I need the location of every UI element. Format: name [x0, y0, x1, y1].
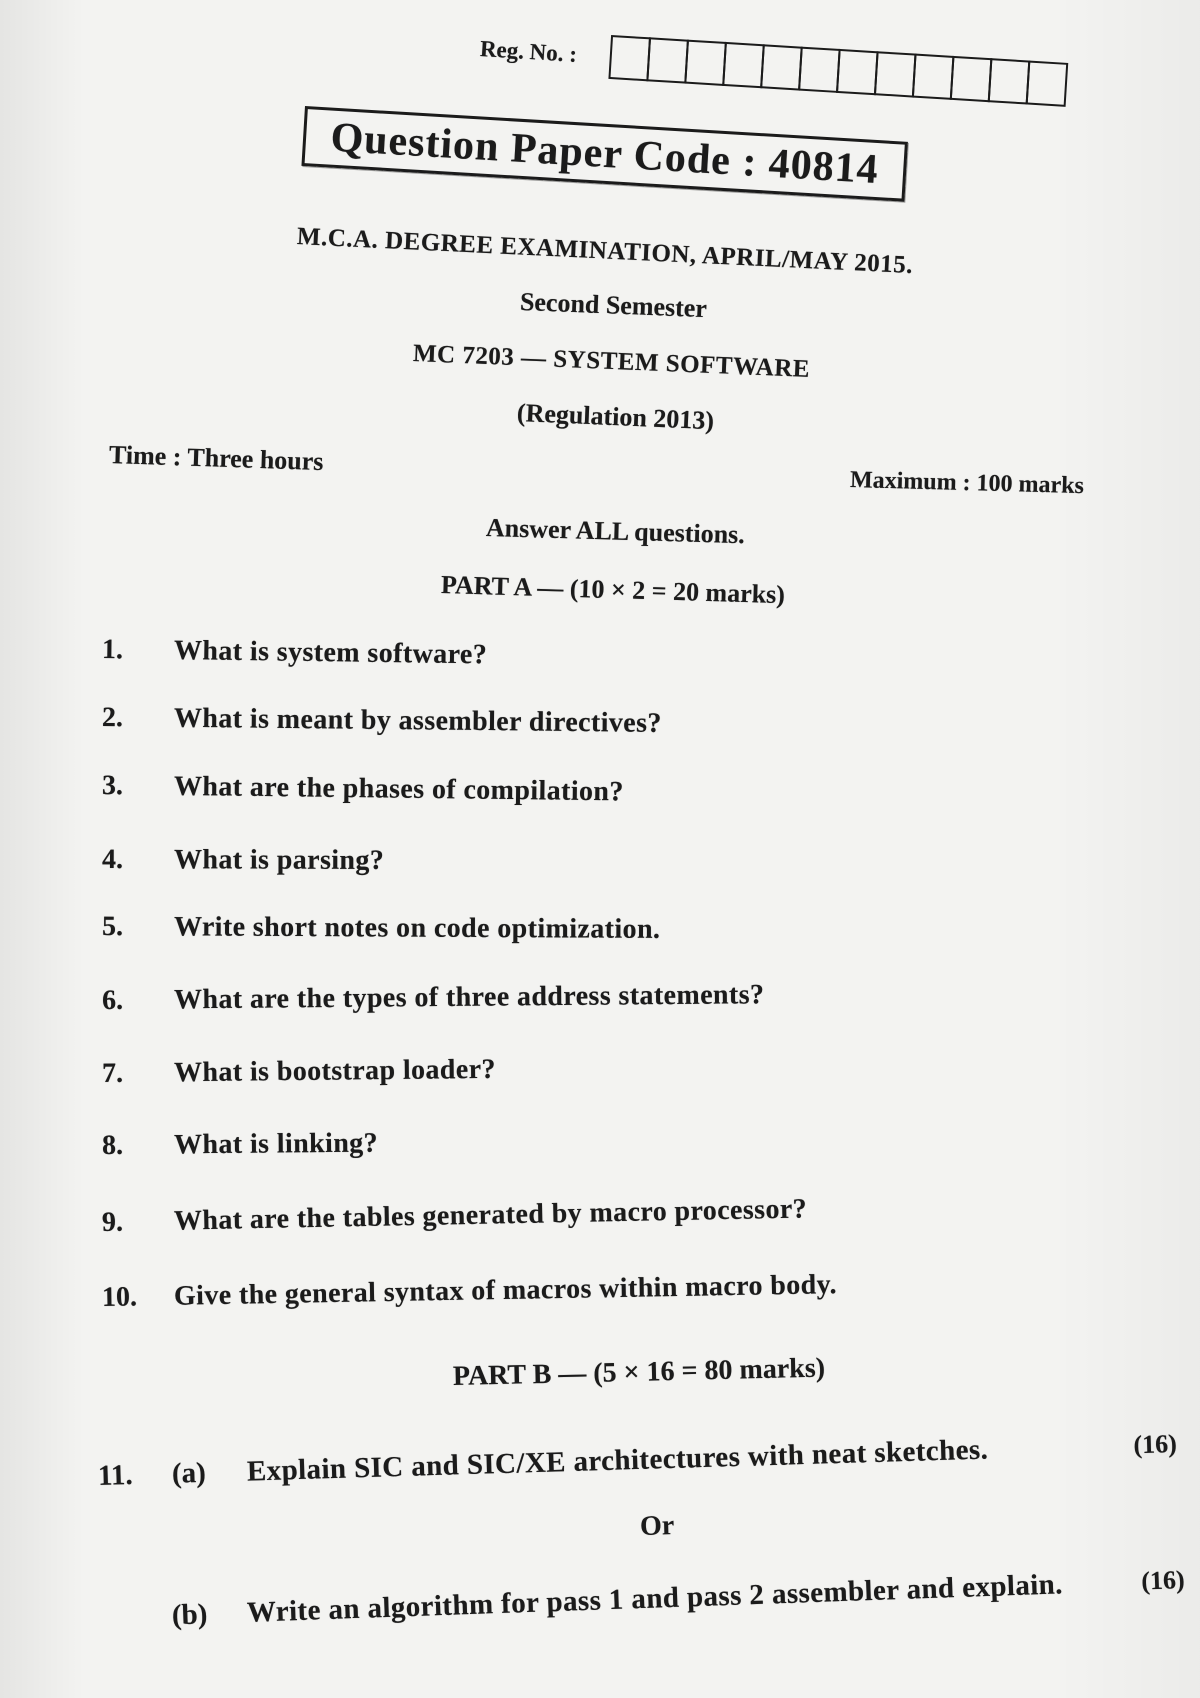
question-11a-row: [97, 1423, 1193, 1497]
reg-no-label: Reg. No. :: [479, 36, 578, 67]
question-row: [102, 907, 1002, 952]
reg-no-cell: [912, 54, 955, 100]
question-11b-row: [97, 1559, 1193, 1639]
question-row: [102, 973, 1002, 1021]
marks: (16): [1133, 1428, 1178, 1460]
reg-no-cell: [874, 51, 917, 97]
reg-no-cell: [684, 40, 727, 86]
reg-no-cell: [646, 37, 689, 83]
question-text: What are the phases of compilation?: [173, 770, 624, 808]
question-row: [102, 766, 1002, 817]
or-separator: Or: [639, 1510, 675, 1542]
question-text: What is bootstrap loader?: [173, 1053, 497, 1089]
reg-no-cell: [836, 49, 879, 95]
question-text: Give the general syntax of macros within macro body.: [173, 1269, 838, 1312]
question-number: 2.: [101, 702, 124, 734]
question-row: [102, 698, 1002, 747]
question-text: What is parsing?: [173, 844, 385, 876]
semester: Second Semester: [519, 287, 708, 324]
question-number: 7.: [101, 1057, 124, 1089]
question-text: What are the types of three address statements?: [173, 979, 765, 1016]
question-number: 11.: [97, 1458, 134, 1492]
question-paper-code-box: [301, 106, 907, 202]
question-number: 5.: [101, 911, 124, 943]
reg-no-cell: [1026, 60, 1069, 106]
course-title: MC 7203 — SYSTEM SOFTWARE: [412, 340, 811, 383]
question-row: [102, 1118, 1002, 1166]
regulation: (Regulation 2013): [516, 398, 715, 436]
question-row: [102, 1186, 1003, 1243]
reg-no-cell: [608, 35, 651, 81]
part-b-heading: PART B — (5 × 16 = 80 marks): [452, 1352, 826, 1392]
part-a-heading: PART A — (10 × 2 = 20 marks): [440, 570, 786, 610]
instruction: Answer ALL questions.: [485, 513, 746, 550]
reg-no-cell: [760, 44, 803, 90]
reg-no-boxes: [608, 35, 1068, 107]
marks: (16): [1140, 1565, 1186, 1596]
option-label: (a): [171, 1456, 207, 1490]
question-number: 1.: [101, 634, 124, 666]
question-text: Write short notes on code optimization.: [173, 911, 661, 945]
question-text: What are the tables generated by macro processor?: [173, 1193, 808, 1237]
question-text: What is linking?: [173, 1127, 379, 1161]
maximum-marks: Maximum : 100 marks: [849, 467, 1085, 500]
reg-no-row: [479, 27, 1081, 108]
question-text: Explain SIC and SIC/XE architectures with neat sketches.: [246, 1433, 989, 1488]
exam-duration: Time : Three hours: [108, 440, 324, 477]
question-row: [102, 840, 1002, 883]
question-row: [102, 1045, 1002, 1094]
question-number: 6.: [101, 984, 124, 1016]
reg-no-cell: [950, 56, 993, 102]
question-text: Write an algorithm for pass 1 and pass 2 assembler and explain.: [246, 1568, 1064, 1629]
reg-no-cell: [722, 42, 765, 88]
question-number: 3.: [101, 770, 124, 802]
question-row: [102, 1262, 1003, 1318]
exam-title: M.C.A. DEGREE EXAMINATION, APRIL/MAY 2015.: [296, 223, 914, 280]
question-paper-code: Question Paper Code : 40814: [329, 114, 881, 194]
question-text: What is meant by assembler directives?: [173, 702, 662, 739]
question-number: 10.: [101, 1281, 138, 1313]
question-text: What is system software?: [173, 635, 488, 671]
reg-no-cell: [988, 58, 1031, 104]
reg-no-cell: [798, 47, 841, 93]
question-number: 9.: [101, 1206, 124, 1238]
question-number: 8.: [101, 1129, 124, 1161]
question-row: [102, 630, 1002, 683]
option-label: (b): [171, 1598, 208, 1632]
question-number: 4.: [101, 844, 124, 876]
